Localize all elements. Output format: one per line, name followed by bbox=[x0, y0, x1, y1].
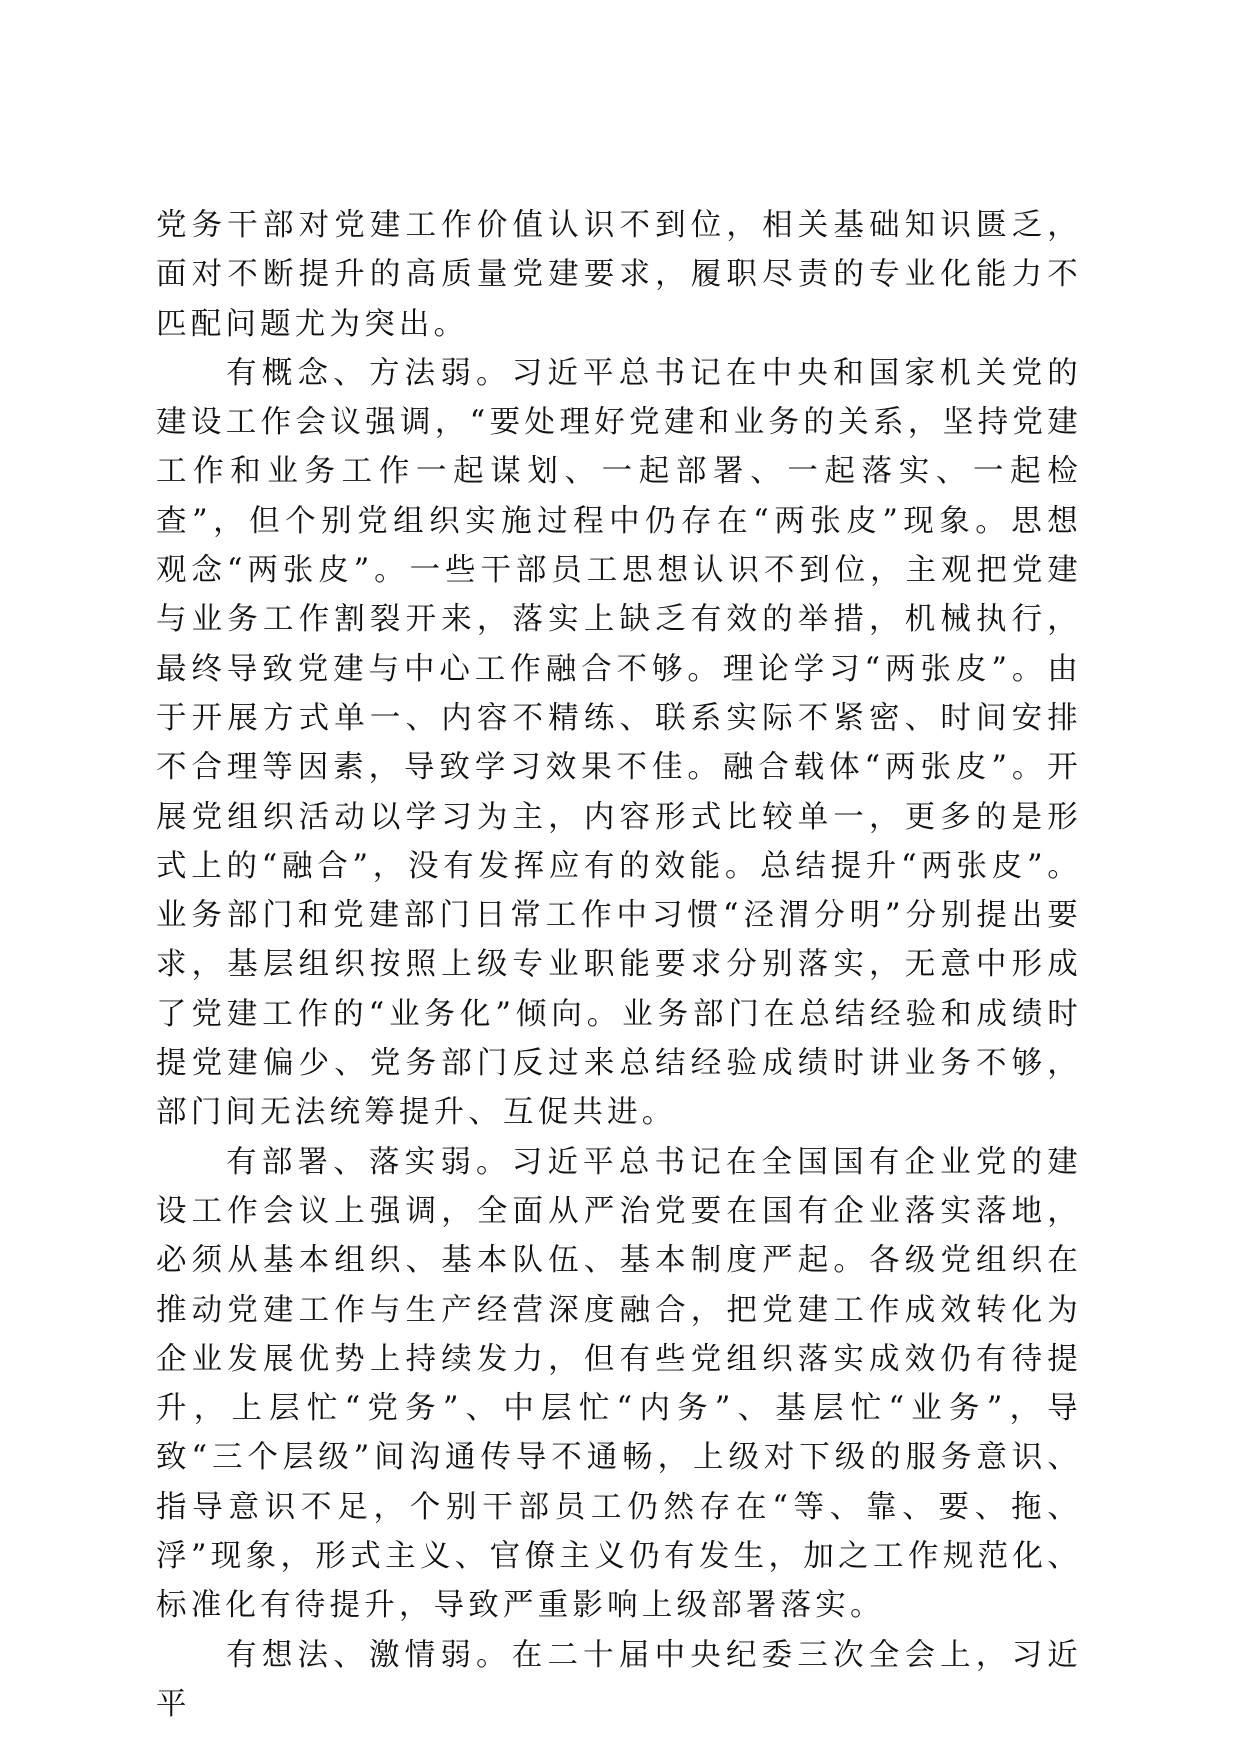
paragraph-concept-method: 有概念、方法弱。习近平总书记在中央和国家机关党的建设工作会议强调，“要处理好党建和业务的关系，坚持党建工作和业务工作一起谋划、一起部署、一起落实、一起检查”，但个别党组织实施过程中仍存在“两张皮”现象。思想观念“两张皮”。一些干部员工思想认识不到位，主观把党建与业务工作割裂开来，落实上缺乏有效的举措，机械执行，最终导致党建与中心工作融合不够。理论学习“两张皮”。由于开展方式单一、内容不精练、联系实际不紧密、时间安排不合理等因素，导致学习效果不佳。融合载体“两张皮”。开展党组织活动以学习为主，内容形式比较单一，更多的是形式上的“融合”，没有发挥应有的效能。总结提升“两张皮”。业务部门和党建部门日常工作中习惯“泾渭分明”分别提出要求，基层组织按照上级专业职能要求分别落实，无意中形成了党建工作的“业务化”倾向。业务部门在总结经验和成绩时提党建偏少、党务部门反过来总结经验成绩时讲业务不够，部门间无法统筹提升、互促共进。 bbox=[156, 355, 1082, 1131]
paragraph-ideas-passion: 有想法、激情弱。在二十届中央纪委三次全会上，习近平 bbox=[156, 1637, 1082, 1722]
paragraph-deployment-implementation: 有部署、落实弱。习近平总书记在全国国有企业党的建设工作会议上强调，全面从严治党要在国有企业落实落地，必须从基本组织、基本队伍、基本制度严起。各级党组织在推动党建工作与生产经营深度融合，把党建工作成效转化为企业发展优势上持续发力，但有些党组织落实成效仍有待提升，上层忙“党务”、中层忙“内务”、基层忙“业务”，导致“三个层级”间沟通传导不通畅，上级对下级的服务意识、指导意识不足，个别干部员工仍然存在“等、靠、要、拖、浮”现象，形式主义、官僚主义仍有发生，加之工作规范化、标准化有待提升，导致严重影响上级部署落实。 bbox=[156, 1144, 1082, 1624]
paragraph-cadre-capability: 党务干部对党建工作价值认识不到位，相关基础知识匮乏，面对不断提升的高质量党建要求，履职尽责的专业化能力不匹配问题尤为突出。 bbox=[156, 208, 1082, 342]
document-body bbox=[156, 201, 1082, 1729]
